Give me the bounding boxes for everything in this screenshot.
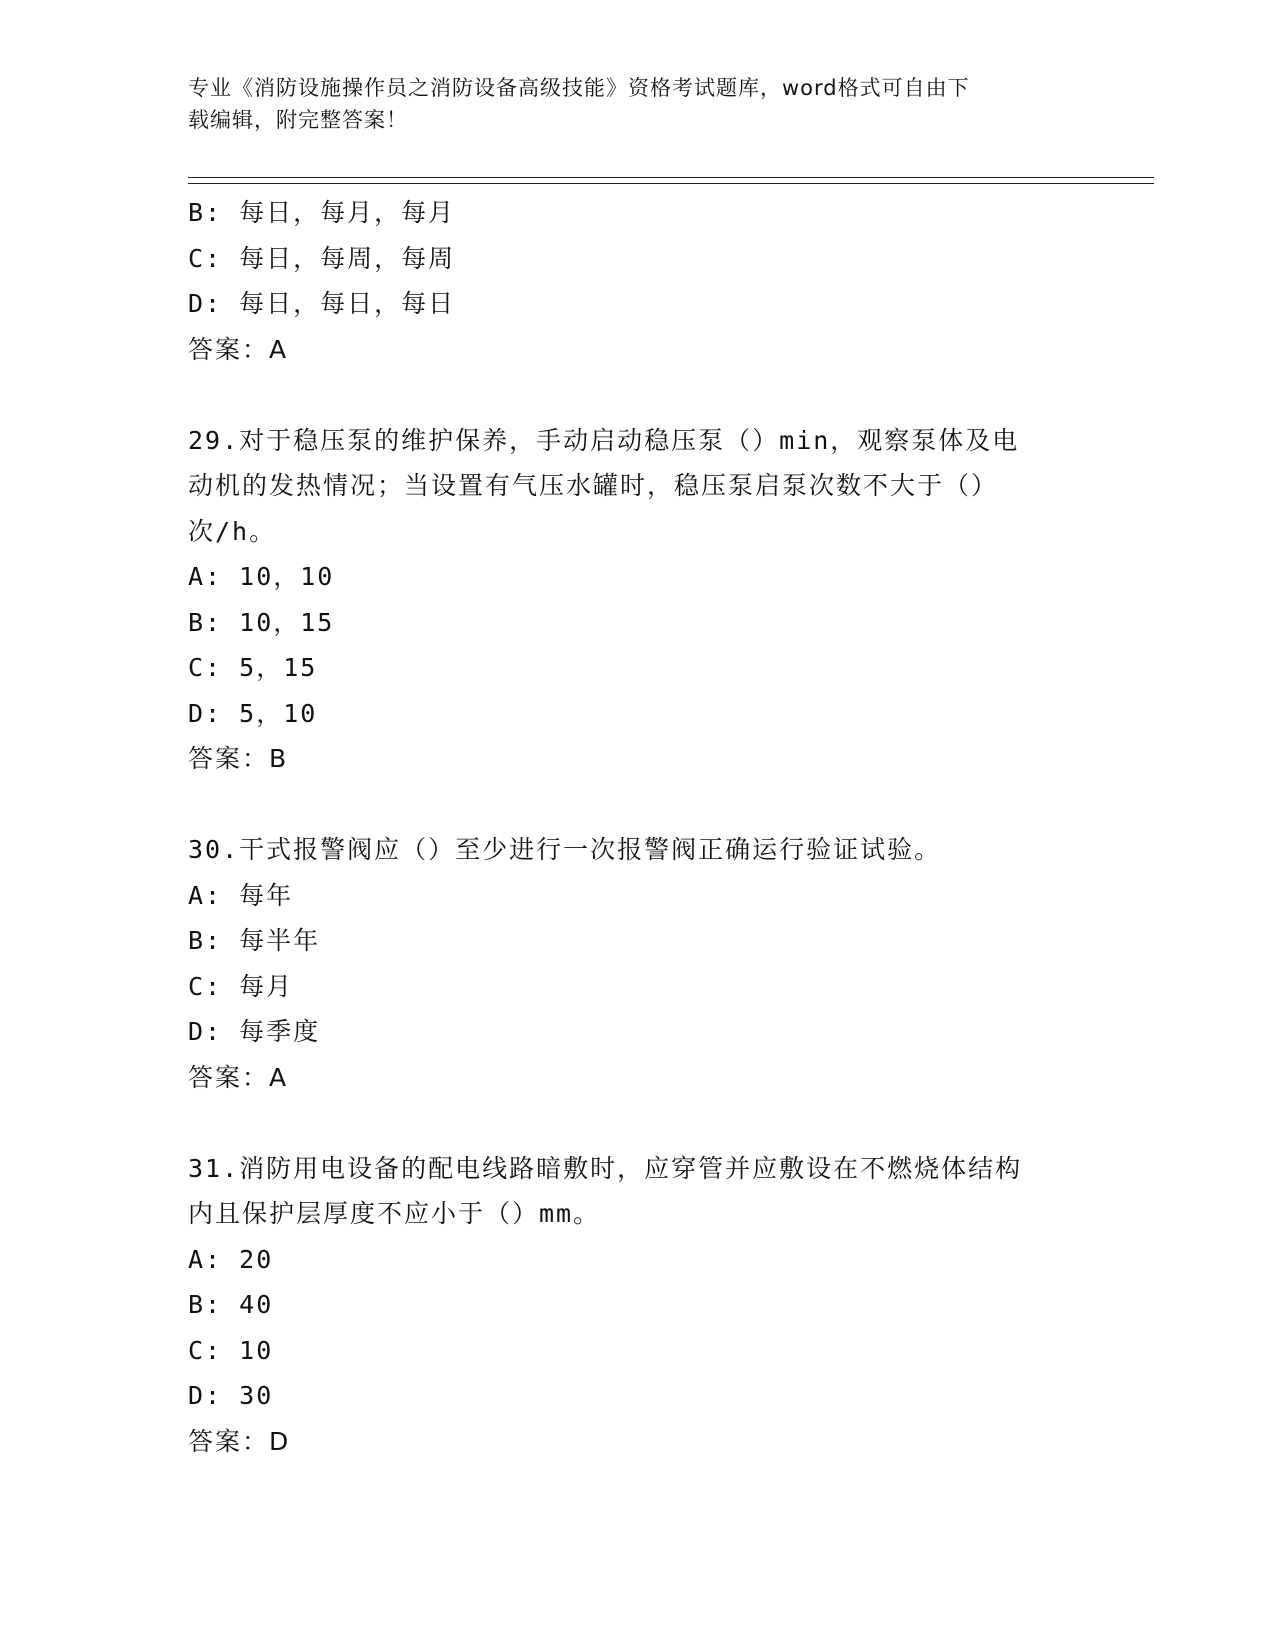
- option-b: B: 每日，每月，每月: [188, 198, 456, 227]
- answer-line: 答案：A: [188, 334, 289, 364]
- option-a: A: 20: [188, 1244, 274, 1274]
- question-text-line: 30.干式报警阀应（）至少进行一次报警阀正确运行验证试验。: [188, 835, 942, 864]
- question-text-line: 31.消防用电设备的配电线路暗敷时，应穿管并应敷设在不燃烧体结构: [188, 1153, 1023, 1183]
- question-30: [188, 827, 1088, 1100]
- option-c: C: 每日，每周，每周: [188, 243, 456, 273]
- header-line-1: 专业《消防设施操作员之消防设备高级技能》资格考试题库，word格式可自由下: [188, 76, 970, 100]
- answer-line: 答案：D: [188, 1426, 291, 1456]
- answer-line: 答案：A: [188, 1062, 289, 1092]
- option-d: D: 每日，每日，每日: [188, 289, 456, 318]
- option-d: D: 每季度: [188, 1017, 321, 1046]
- question-text-line: 29.对于稳压泵的维护保养，手动启动稳压泵（）min，观察泵体及电: [188, 425, 1020, 455]
- option-d: D: 5，10: [188, 698, 318, 728]
- option-b: B: 40: [188, 1290, 274, 1319]
- question-content: [188, 190, 1088, 1464]
- option-b: B: 10，15: [188, 607, 335, 637]
- answer-line: 答案：B: [188, 744, 289, 773]
- header-divider-bottom: [188, 183, 1154, 184]
- option-c: C: 每月: [188, 971, 294, 1001]
- option-c: C: 10: [188, 1335, 274, 1365]
- question-text-line: 次/h。: [188, 516, 277, 546]
- question-29: [188, 418, 1088, 782]
- option-d: D: 30: [188, 1381, 274, 1410]
- header-divider-top: [188, 177, 1154, 178]
- option-b: B: 每半年: [188, 926, 321, 955]
- prev-question-block: [188, 190, 1088, 372]
- document-header: [188, 72, 1088, 136]
- header-line-2: 载编辑，附完整答案！: [188, 108, 408, 132]
- option-c: C: 5，15: [188, 653, 318, 682]
- question-31: [188, 1146, 1088, 1465]
- option-a: A: 10，10: [188, 562, 335, 591]
- question-text-line: 动机的发热情况；当设置有气压水罐时，稳压泵启泵次数不大于（）: [188, 471, 999, 500]
- question-text-line: 内且保护层厚度不应小于（）mm。: [188, 1199, 601, 1228]
- option-a: A: 每年: [188, 880, 294, 910]
